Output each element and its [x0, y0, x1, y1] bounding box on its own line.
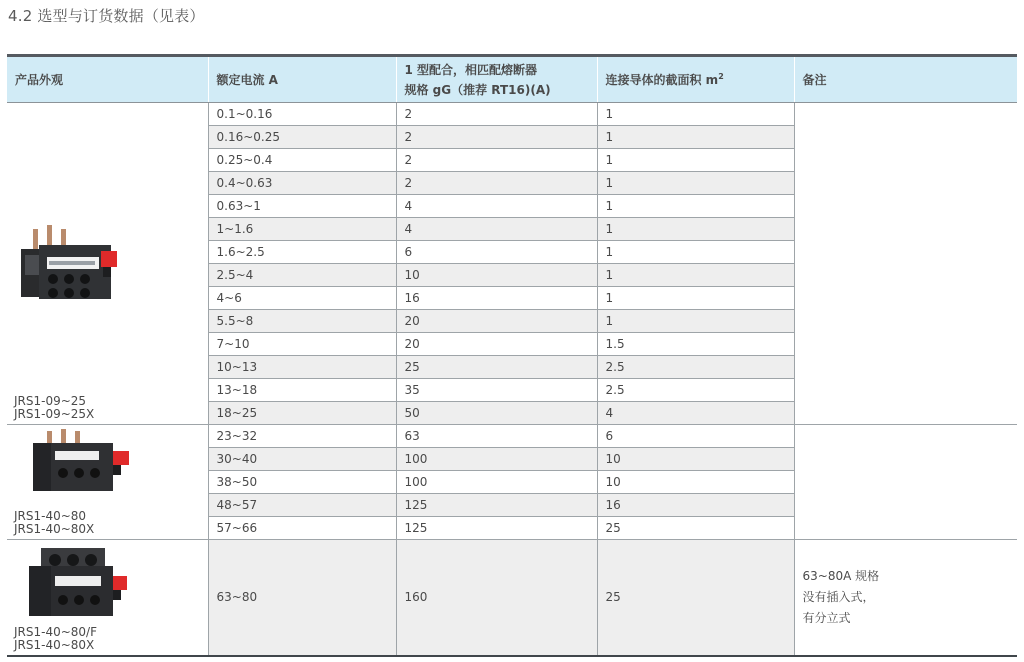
table-header-row [7, 56, 1017, 103]
conductor-area-cell: 2.5 [597, 379, 794, 402]
conductor-area-cell: 10 [597, 448, 794, 471]
model-number: JRS1-40~80 [14, 509, 87, 523]
model-number: JRS1-40~80/F [14, 624, 97, 639]
model-numbers [14, 626, 97, 652]
rated-current-cell: 0.1~0.16 [208, 103, 396, 126]
conductor-area-cell: 1 [597, 103, 794, 126]
rated-current-cell: 4~6 [208, 287, 396, 310]
model-numbers [14, 510, 94, 536]
header-fuse-line1: 1 型配合，相匹配熔断器 [404, 62, 538, 77]
table-row [7, 103, 1017, 126]
fuse-rating-cell: 100 [396, 448, 597, 471]
header-fuse-line2: 规格 gG（推荐 RT16)(A) [404, 82, 551, 97]
model-numbers [14, 395, 94, 421]
product-image-cell [7, 540, 208, 656]
remark-line: 没有插入式， [802, 589, 875, 604]
selection-table [7, 54, 1017, 657]
rated-current-cell: 57~66 [208, 517, 396, 540]
thermal-relay-image [23, 548, 133, 623]
conductor-area-cell: 1 [597, 287, 794, 310]
remark-cell [794, 103, 1017, 425]
header-remark: 备注 [794, 56, 1017, 103]
fuse-rating-cell: 2 [396, 103, 597, 126]
rated-current-cell: 5.5~8 [208, 310, 396, 333]
conductor-area-cell: 25 [597, 517, 794, 540]
header-rated-current: 额定电流 A [208, 56, 396, 103]
model-number: JRS1-40~80X [14, 522, 95, 536]
rated-current-cell: 10~13 [208, 356, 396, 379]
rated-current-cell: 48~57 [208, 494, 396, 517]
rated-current-cell: 0.4~0.63 [208, 172, 396, 195]
conductor-area-cell: 4 [597, 402, 794, 425]
header-fuse [396, 56, 597, 103]
thermal-relay-image [25, 429, 135, 500]
remark-line: 63~80A 规格 [802, 568, 880, 583]
conductor-area-cell: 6 [597, 425, 794, 448]
rated-current-cell: 63~80 [208, 540, 396, 656]
model-number: JRS1-40~80X [14, 637, 95, 652]
fuse-rating-cell: 25 [396, 356, 597, 379]
conductor-area-cell: 1 [597, 218, 794, 241]
model-number: JRS1-09~25X [14, 407, 95, 421]
rated-current-cell: 38~50 [208, 471, 396, 494]
conductor-area-cell: 1 [597, 264, 794, 287]
conductor-area-cell: 1 [597, 195, 794, 218]
product-image-cell [7, 425, 208, 540]
fuse-rating-cell: 10 [396, 264, 597, 287]
rated-current-cell: 1.6~2.5 [208, 241, 396, 264]
fuse-rating-cell: 100 [396, 471, 597, 494]
fuse-rating-cell: 4 [396, 218, 597, 241]
fuse-rating-cell: 4 [396, 195, 597, 218]
header-product: 产品外观 [7, 56, 208, 103]
fuse-rating-cell: 35 [396, 379, 597, 402]
rated-current-cell: 23~32 [208, 425, 396, 448]
fuse-rating-cell: 63 [396, 425, 597, 448]
product-image-cell [7, 103, 208, 425]
fuse-rating-cell: 20 [396, 333, 597, 356]
conductor-area-cell: 25 [597, 540, 794, 656]
remark-line: 有分立式 [802, 610, 851, 625]
header-conductor [597, 56, 794, 103]
conductor-area-cell: 2.5 [597, 356, 794, 379]
conductor-area-cell: 16 [597, 494, 794, 517]
remark-cell [794, 540, 1017, 656]
rated-current-cell: 1~1.6 [208, 218, 396, 241]
rated-current-cell: 0.63~1 [208, 195, 396, 218]
conductor-area-cell: 1 [597, 172, 794, 195]
fuse-rating-cell: 125 [396, 517, 597, 540]
fuse-rating-cell: 160 [396, 540, 597, 656]
conductor-area-cell: 10 [597, 471, 794, 494]
fuse-rating-cell: 16 [396, 287, 597, 310]
model-number: JRS1-09~25 [14, 394, 87, 408]
header-conductor-label: 连接导体的截面积 m [605, 72, 719, 87]
remark-cell [794, 425, 1017, 540]
rated-current-cell: 2.5~4 [208, 264, 396, 287]
table-row [7, 425, 1017, 448]
rated-current-cell: 30~40 [208, 448, 396, 471]
fuse-rating-cell: 20 [396, 310, 597, 333]
conductor-area-cell: 1 [597, 126, 794, 149]
fuse-rating-cell: 6 [396, 241, 597, 264]
fuse-rating-cell: 50 [396, 402, 597, 425]
conductor-area-cell: 1 [597, 310, 794, 333]
fuse-rating-cell: 2 [396, 172, 597, 195]
fuse-rating-cell: 2 [396, 126, 597, 149]
conductor-area-cell: 1.5 [597, 333, 794, 356]
page-title: 4.2 选型与订货数据（见表） [8, 7, 205, 25]
rated-current-cell: 18~25 [208, 402, 396, 425]
fuse-rating-cell: 125 [396, 494, 597, 517]
rated-current-cell: 0.16~0.25 [208, 126, 396, 149]
rated-current-cell: 0.25~0.4 [208, 149, 396, 172]
rated-current-cell: 7~10 [208, 333, 396, 356]
header-conductor-sup: 2 [718, 71, 724, 81]
rated-current-cell: 13~18 [208, 379, 396, 402]
fuse-rating-cell: 2 [396, 149, 597, 172]
conductor-area-cell: 1 [597, 241, 794, 264]
table-row [7, 540, 1017, 656]
thermal-relay-image [17, 221, 137, 314]
conductor-area-cell: 1 [597, 149, 794, 172]
